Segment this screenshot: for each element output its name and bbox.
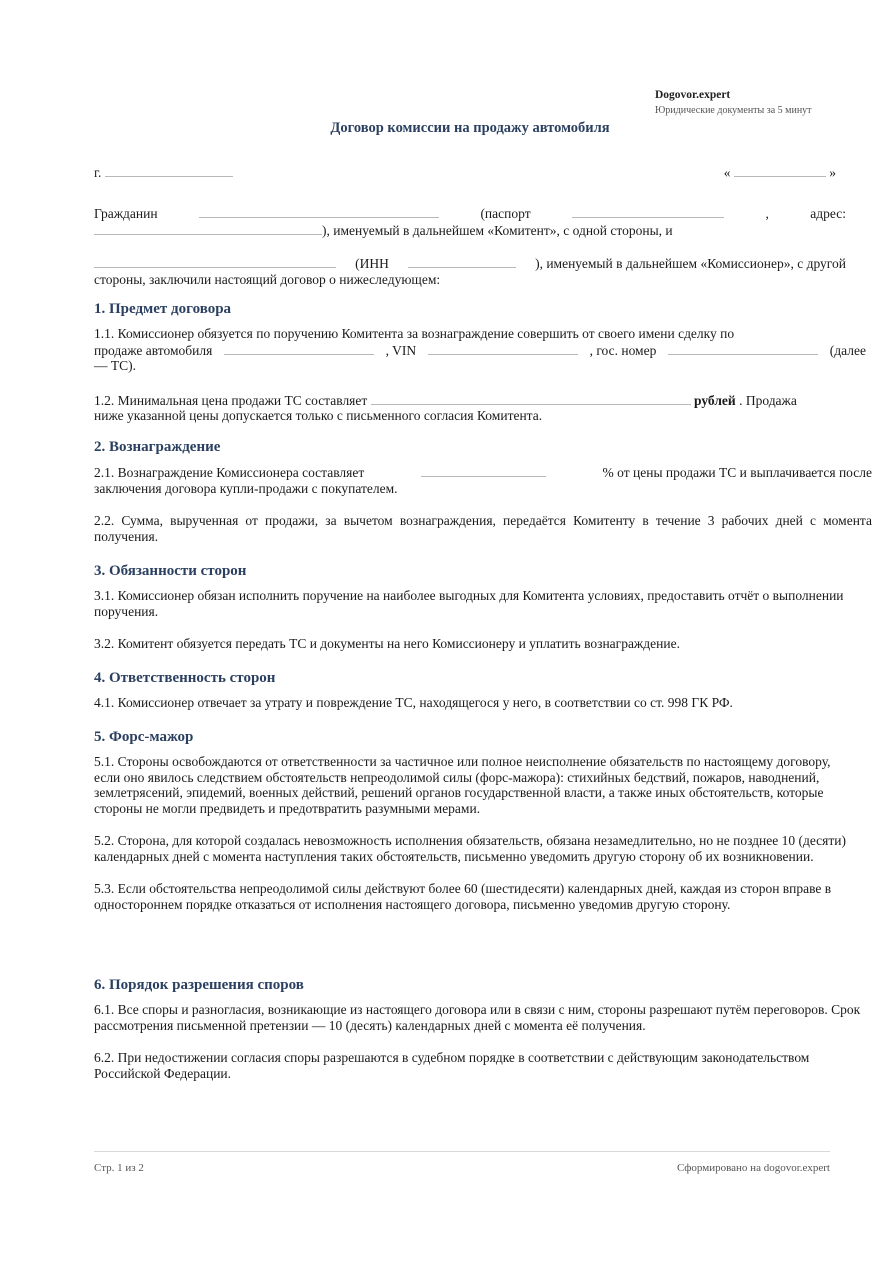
passport-label: (паспорт <box>480 206 531 221</box>
citizen-label: Гражданин <box>94 206 158 221</box>
section-4 <box>94 670 872 711</box>
brand-block <box>655 88 835 118</box>
min-price-blank <box>371 392 691 405</box>
parties-line-1 <box>94 205 846 222</box>
footer-divider <box>94 1151 830 1152</box>
section-5 <box>94 729 846 912</box>
date-open-quote: « <box>723 165 731 180</box>
clause-1-1-line-1: 1.1. Комиссионер обязуется по поручению Комитента за вознаграждение совершить от своего имени сделку по <box>94 326 735 341</box>
clause-1-2-line-1 <box>94 392 866 409</box>
clause-1-1-line-2 <box>94 342 866 359</box>
section-1 <box>94 301 866 424</box>
plate-label: , гос. номер <box>589 342 657 358</box>
city-prefix: г. <box>94 165 102 180</box>
clause-6-1: 6.1. Все споры и разногласия, возникающие из настоящего договора или в связи с ним, стороны разрешают путём переговоров. Срок рассмотрения письменной претензии — 10 (десять) календарных дней с момента её получения. <box>94 1002 861 1033</box>
clause-3-1: 3.1. Комиссионер обязан исполнить поручение на наиболее выгодных для Комитента условиях, предоставить отчёт о выполнении поручения. <box>94 588 844 619</box>
section-2-heading: 2. Вознаграждение <box>94 439 221 455</box>
passport-blank <box>572 205 724 218</box>
section-3 <box>94 563 872 652</box>
section-2 <box>94 439 872 544</box>
address-blank <box>94 222 322 235</box>
clause-5-3: 5.3. Если обстоятельства непреодолимой силы действуют более 60 (шестидесяти) календарных дней, каждая из сторон вправе в одностороннем порядке отказаться от исполнения настоящего договора, письменно уведомив другую сторону. <box>94 881 832 912</box>
page-number: Стр. 1 из 2 <box>94 1162 144 1174</box>
date-close-quote: » <box>829 165 836 180</box>
comma-separator: , <box>765 206 769 221</box>
clause-6-2: 6.2. При недостижении согласия споры разрешаются в судебном порядке в соответствии с действующим законодательством Российской Федерации. <box>94 1050 810 1081</box>
commissioner-text: ), именуемый в дальнейшем «Комиссионер», с другой <box>535 256 846 271</box>
clause-4-1: 4.1. Комиссионер отвечает за утрату и повреждение ТС, находящегося у него, в соответствии со ст. 998 ГК РФ. <box>94 695 733 710</box>
clause-2-1-line-2: заключения договора купли-продажи с покупателем. <box>94 480 398 496</box>
parties-block <box>94 205 846 287</box>
city-blank <box>105 164 233 177</box>
clause-2-1-line-1 <box>94 464 872 481</box>
rubles-label: рублей <box>694 392 736 408</box>
reward-label: 2.1. Вознаграждение Комиссионера составляет <box>94 465 365 480</box>
min-price-label: 1.2. Минимальная цена продажи ТС составляет <box>94 392 368 408</box>
address-label: адрес: <box>810 206 846 221</box>
brand-tagline: Юридические документы за 5 минут <box>655 105 812 116</box>
section-1-heading: 1. Предмет договора <box>94 301 232 317</box>
sale-label: . Продажа <box>739 392 797 408</box>
city-field <box>94 164 233 181</box>
date-blank <box>734 164 826 177</box>
section-6 <box>94 977 870 1081</box>
clause-3-2: 3.2. Комитент обязуется передать ТС и документы на него Комиссионеру и уплатить вознаграждение. <box>94 636 680 651</box>
clause-2-2: 2.2. Сумма, вырученная от продажи, за вычетом вознаграждения, передаётся Комитенту в течение 3 рабочих дней с момента получения. <box>94 513 872 544</box>
commissioner-name-blank <box>94 255 336 268</box>
brand-name: Dogovor.expert <box>655 89 731 101</box>
document-title: Договор комиссии на продажу автомобиля <box>330 120 610 136</box>
section-4-heading: 4. Ответственность сторон <box>94 670 276 686</box>
komitent-text: ), именуемый в дальнейшем «Комитент», с одной стороны, и <box>322 222 673 238</box>
vin-label: , VIN <box>385 342 417 358</box>
clause-1-2-line-2: ниже указанной цены допускается только с письменного согласия Комитента. <box>94 408 543 423</box>
clause-5-2: 5.2. Сторона, для которой создалась невозможность исполнения обязательств, обязана незамедлительно, но не позднее 10 (десяти) календарных дней с момента наступления таких обстоятельств, письменно уведомить другую сторону об их возникновении. <box>94 833 846 864</box>
car-label: продаже автомобиля <box>94 342 213 358</box>
inn-label: (ИНН <box>355 256 389 271</box>
reward-percent-label: % от цены продажи ТС и выплачивается после <box>602 465 872 480</box>
further-label: (далее <box>829 342 866 358</box>
car-blank <box>224 342 374 355</box>
place-date-row <box>94 164 836 181</box>
clause-1-1-line-3: — ТС). <box>94 358 136 373</box>
inn-blank <box>408 255 516 268</box>
parties-line-4: стороны, заключили настоящий договор о нижеследующем: <box>94 271 441 287</box>
generated-by: Сформировано на dogovor.expert <box>676 1162 830 1174</box>
plate-blank <box>668 342 818 355</box>
citizen-name-blank <box>199 205 439 218</box>
parties-line-2 <box>94 222 846 239</box>
parties-line-3 <box>94 255 846 272</box>
date-field <box>724 164 836 181</box>
section-6-heading: 6. Порядок разрешения споров <box>94 977 304 993</box>
clause-5-1: 5.1. Стороны освобождаются от ответственности за частичное или полное неисполнение обязательств по настоящему договору, если оно явилось следствием обстоятельств непреодолимой силы (форс-мажора): стихийных бедствий, пожаров, наводнений, землетрясений, эпидемий, военных действий, решений органов государственной власти, а также иных обстоятельств, которые стороны не могли предвидеть и предотвратить разумными мерами. <box>94 754 831 816</box>
reward-blank <box>421 464 546 477</box>
section-5-heading: 5. Форс-мажор <box>94 729 194 745</box>
vin-blank <box>428 342 578 355</box>
section-3-heading: 3. Обязанности сторон <box>94 563 247 579</box>
